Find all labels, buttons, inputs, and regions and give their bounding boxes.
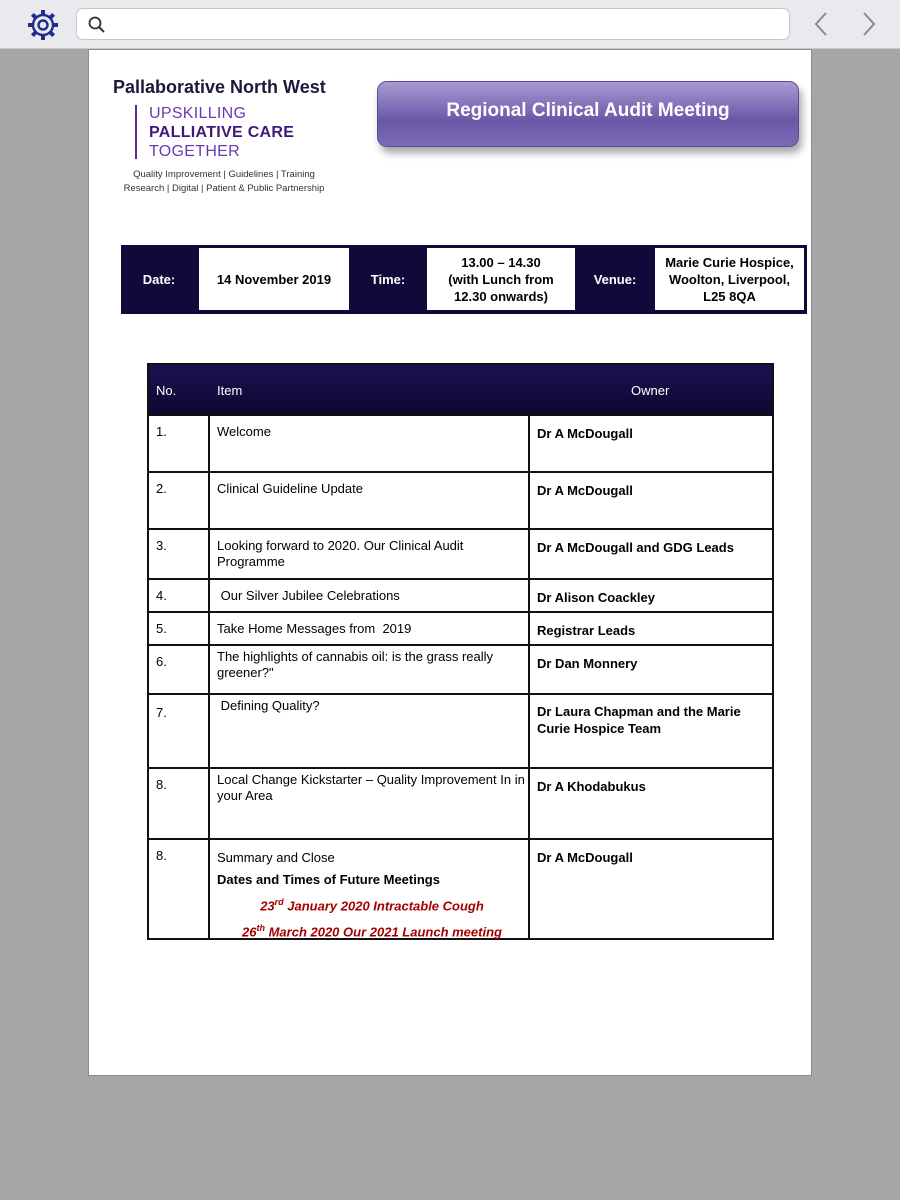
header-item: Item	[217, 383, 243, 398]
row-owner: Dr A McDougall and GDG Leads	[537, 540, 734, 555]
chevron-right-icon[interactable]	[856, 10, 880, 38]
time-value	[427, 248, 575, 310]
logo-text-upskilling: UPSKILLING	[149, 105, 247, 122]
row-owner: Dr Alison Coackley	[537, 590, 656, 605]
column-divider	[208, 414, 210, 938]
table-row	[149, 838, 772, 938]
row-number: 1.	[156, 424, 167, 439]
time-value-line3: 12.30 onwards)	[454, 288, 548, 304]
date-value: 14 November 2019	[199, 248, 349, 310]
header-no: No.	[156, 383, 177, 398]
logo-divider	[135, 105, 137, 159]
table-row	[149, 471, 772, 528]
column-divider	[528, 414, 530, 938]
row-number: 8.	[156, 848, 167, 863]
row-owner: Dr Laura Chapman and the Marie Curie Hospice Team	[537, 704, 741, 736]
row-owner: Dr A McDougall	[537, 850, 633, 865]
row-item	[217, 850, 527, 941]
tagline-2: Research | Digital | Patient & Public Partnership	[123, 183, 325, 194]
row-item-text: Summary and Close	[217, 850, 335, 865]
row-number: 8.	[156, 777, 167, 792]
table-row	[149, 578, 772, 611]
venue-value-line1: Marie Curie Hospice,	[665, 254, 794, 270]
browser-toolbar	[0, 0, 900, 49]
row-owner: Dr Dan Monnery	[537, 656, 638, 671]
search-input[interactable]	[113, 12, 777, 38]
row-owner: Dr A Khodabukus	[537, 779, 646, 794]
row-item: The highlights of cannabis oil: is the grass really greener?"	[217, 649, 494, 680]
row-item: Looking forward to 2020. Our Clinical Audit Programme	[217, 538, 464, 569]
table-row	[149, 528, 772, 578]
time-value-line1: 13.00 – 14.30	[461, 254, 541, 270]
row-owner: Registrar Leads	[537, 623, 636, 638]
time-label: Time:	[370, 271, 406, 287]
row-owner: Dr A McDougall	[537, 483, 633, 498]
search-icon	[87, 15, 107, 35]
agenda-table	[147, 363, 774, 940]
row-item: Take Home Messages from 2019	[217, 621, 412, 636]
row-number: 3.	[156, 538, 167, 553]
row-number: 2.	[156, 481, 167, 496]
venue-value	[655, 248, 804, 310]
future-meeting-2: 26th March 2020 Our 2021 Launch meeting	[242, 923, 502, 940]
table-row	[149, 611, 772, 644]
table-row	[149, 644, 772, 693]
date-label: Date:	[142, 271, 176, 287]
time-value-line2: (with Lunch from	[448, 271, 554, 287]
row-owner: Dr A McDougall	[537, 426, 633, 441]
table-row	[149, 767, 772, 838]
org-name: Pallaborative North West	[113, 77, 326, 97]
row-number: 5.	[156, 621, 167, 636]
header-owner: Owner	[631, 383, 670, 398]
future-meetings-heading: Dates and Times of Future Meetings	[217, 872, 440, 887]
meeting-info-table	[121, 245, 807, 314]
meeting-title-banner: Regional Clinical Audit Meeting	[377, 81, 799, 147]
row-item: Defining Quality?	[217, 698, 320, 713]
row-number: 6.	[156, 654, 167, 669]
table-row	[149, 414, 772, 471]
row-number: 7.	[156, 705, 167, 720]
venue-value-line2: Woolton, Liverpool,	[668, 271, 791, 287]
gear-icon[interactable]	[26, 8, 60, 42]
venue-value-line3: L25 8QA	[703, 288, 756, 304]
tagline-1: Quality Improvement | Guidelines | Training	[133, 169, 315, 180]
table-row	[149, 693, 772, 767]
document-page	[88, 49, 812, 1076]
logo-text-together: TOGETHER	[149, 143, 241, 160]
chevron-left-icon[interactable]	[810, 10, 834, 38]
row-item: Clinical Guideline Update	[217, 481, 363, 496]
row-item: Welcome	[217, 424, 271, 439]
future-meeting-1: 23rd January 2020 Intractable Cough	[260, 897, 484, 914]
logo-text-palliative-care: PALLIATIVE CARE	[149, 124, 295, 141]
search-bar[interactable]	[76, 8, 790, 40]
row-item: Our Silver Jubilee Celebrations	[217, 588, 400, 603]
agenda-header-row	[149, 365, 772, 414]
row-item: Local Change Kickstarter – Quality Improvement In in your Area	[217, 772, 525, 803]
row-number: 4.	[156, 588, 167, 603]
venue-label: Venue:	[593, 271, 637, 287]
